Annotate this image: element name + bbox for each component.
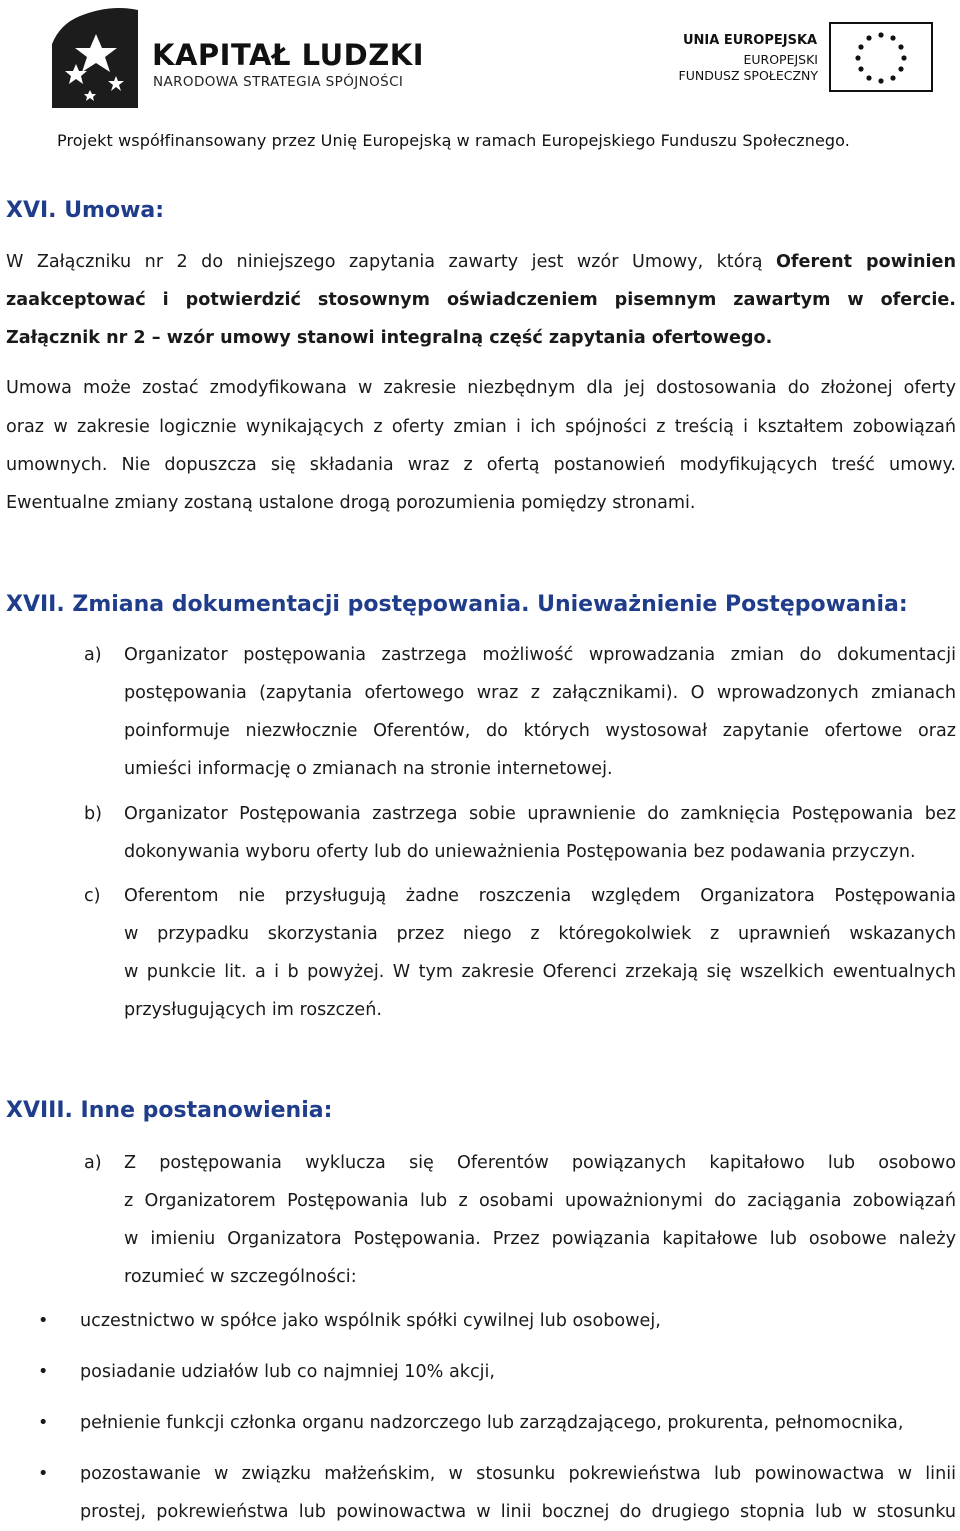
eu-label-line3: FUNDUSZ SPOŁECZNY xyxy=(678,68,818,83)
item-a-line: Organizator postępowania zastrzega możliwość wprowadzania zmian do dokumentacji xyxy=(124,645,956,665)
section-17-item-b-label: b) xyxy=(84,804,103,824)
section-16-p2-line2: oraz w zakresie logicznie wynikających z oferty zmian i ich spójności z treścią i kształtem zobowiązań xyxy=(6,417,956,437)
section-17-item-c xyxy=(124,877,956,1029)
section-16-p2-line1: Umowa może zostać zmodyfikowana w zakresie niezbędnym dla jej dostosowania do złożonej oferty xyxy=(6,378,956,398)
bullet-icon: • xyxy=(38,1413,49,1433)
eu-flag-icon xyxy=(829,22,933,92)
item-a-line: poinformuje niezwłocznie Oferentów, do których wystosował zapytanie ofertowe oraz xyxy=(124,721,956,741)
item-a-line: umieści informację o zmianach na stronie internetowej. xyxy=(124,759,613,779)
section-18-heading: XVIII. Inne postanowienia: xyxy=(6,1098,333,1123)
section-17-item-a-label: a) xyxy=(84,645,102,665)
p1-line1-bold: Oferent powinien xyxy=(775,252,956,272)
eu-label-line1: UNIA EUROPEJSKA xyxy=(683,33,818,48)
item-a-line: rozumieć w szczególności: xyxy=(124,1267,357,1287)
bullet-item: uczestnictwo w spółce jako wspólnik spółki cywilnej lub osobowej, xyxy=(80,1311,661,1331)
item-b-line: dokonywania wyboru oferty lub do unieważnienia Postępowania bez podawania przyczyn. xyxy=(124,842,916,862)
project-cofinancing-line: Projekt współfinansowany przez Unię Europejską w ramach Europejskiego Funduszu Społecznego. xyxy=(57,131,850,150)
bullet-item: pozostawanie w związku małżeńskim, w stosunku pokrewieństwa lub powinowactwa w linii xyxy=(80,1464,956,1484)
section-16-heading: XVI. Umowa: xyxy=(6,198,165,223)
section-17-heading: XVII. Zmiana dokumentacji postępowania. Unieważnienie Postępowania: xyxy=(6,592,908,617)
section-18-item-a-label: a) xyxy=(84,1153,102,1173)
section-16-p1-line1 xyxy=(6,243,956,281)
section-16-p1-line3: Załącznik nr 2 – wzór umowy stanowi integralną część zapytania ofertowego. xyxy=(6,328,773,348)
section-17-item-a xyxy=(124,636,956,788)
logo-title: KAPITAŁ LUDZKI xyxy=(152,38,425,72)
item-a-line: z Organizatorem Postępowania lub z osobami upoważnionymi do zaciągania zobowiązań xyxy=(124,1191,956,1211)
item-c-line: w przypadku skorzystania przez niego z któregokolwiek z uprawnień wskazanych xyxy=(124,924,956,944)
bullet-icon: • xyxy=(38,1311,49,1331)
section-16-p2-line3: umownych. Nie dopuszcza się składania wraz z ofertą postanowień modyfikujących treść umowy. xyxy=(6,455,956,475)
item-c-line: przysługujących im roszczeń. xyxy=(124,1000,382,1020)
item-c-line: Oferentom nie przysługują żadne roszczenia względem Organizatora Postępowania xyxy=(124,886,956,906)
section-16-p1-line2: zaakceptować i potwierdzić stosownym oświadczeniem pisemnym zawartym w ofercie. xyxy=(6,290,956,310)
item-a-line: postępowania (zapytania ofertowego wraz z załącznikami). O wprowadzonych zmianach xyxy=(124,683,956,703)
section-17-item-b xyxy=(124,795,956,871)
item-c-line: w punkcie lit. a i b powyżej. W tym zakresie Oferenci zrzekają się wszelkich ewentualnych xyxy=(124,962,956,982)
p1-line1-text: W Załączniku nr 2 do niniejszego zapytania zawarty jest wzór Umowy, którą xyxy=(6,252,776,272)
section-18-item-a xyxy=(124,1144,956,1296)
bullet-icon: • xyxy=(38,1362,49,1382)
item-b-line: Organizator Postępowania zastrzega sobie uprawnienie do zamknięcia Postępowania bez xyxy=(124,804,956,824)
document-header xyxy=(0,0,960,170)
item-a-line: Z postępowania wyklucza się Oferentów powiązanych kapitałowo lub osobowo xyxy=(124,1153,956,1173)
bullet-item-continuation: prostej, pokrewieństwa lub powinowactwa w linii bocznej do drugiego stopnia lub w stosunku xyxy=(80,1502,956,1522)
item-a-line: w imieniu Organizatora Postępowania. Przez powiązania kapitałowe lub osobowe należy xyxy=(124,1229,956,1249)
bullet-icon: • xyxy=(38,1464,49,1484)
eu-label-line2: EUROPEJSKI xyxy=(743,52,818,67)
bullet-item: posiadanie udziałów lub co najmniej 10% akcji, xyxy=(80,1362,495,1382)
section-17-item-c-label: c) xyxy=(84,886,101,906)
logo-subtitle: NARODOWA STRATEGIA SPÓJNOŚCI xyxy=(153,74,404,90)
bullet-item: pełnienie funkcji członka organu nadzorczego lub zarządzającego, prokurenta, pełnomocnika, xyxy=(80,1413,904,1433)
section-16-p2-line4: Ewentualne zmiany zostaną ustalone drogą porozumienia pomiędzy stronami. xyxy=(6,493,696,513)
